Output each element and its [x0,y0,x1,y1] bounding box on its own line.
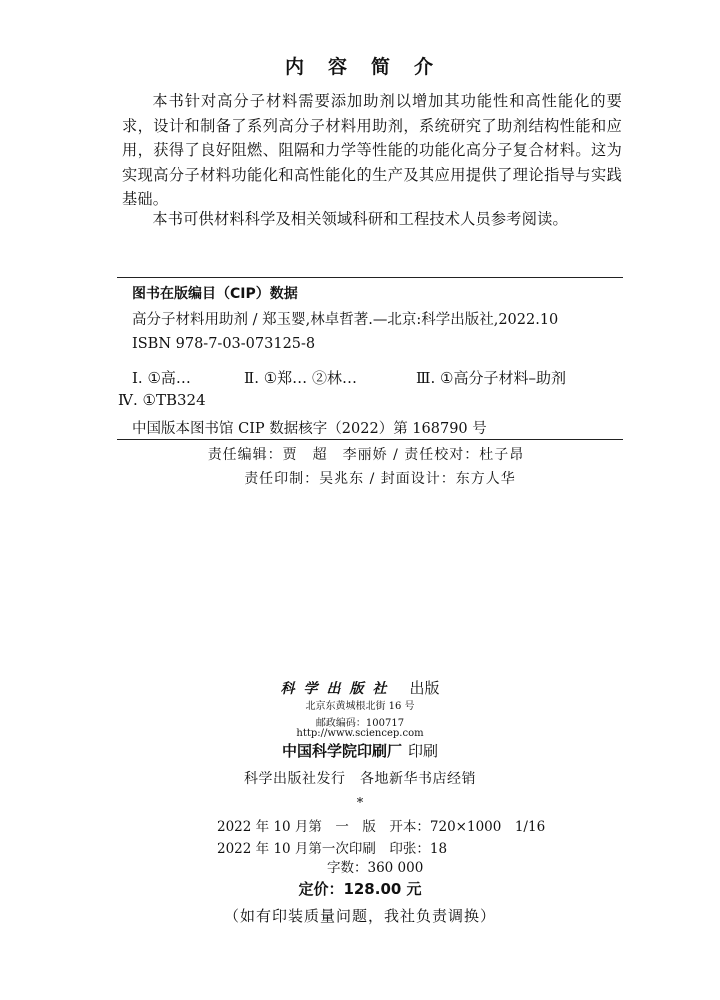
summary-title [0,52,720,79]
printer-name: 中国科学院印刷厂 [281,742,402,760]
separator-star: * [356,796,364,811]
distribution-line: 科学出版社发行 各地新华书店经销 [244,771,476,787]
cip-top-rule [117,277,623,278]
cip-title-line: 高分子材料用助剂 / 郑玉婴,林卓哲著.—北京:科学出版社,2022.10 [132,312,559,328]
audience-paragraph: 本书可供材料科学及相关领域科研和工程技术人员参考阅读。 [152,210,568,228]
price: 定价：128.00 元 [298,880,422,898]
editors-line: 责任编辑：贾 超 李丽娇 / 责任校对：杜子昂 [207,447,525,463]
cip-record-number: 中国版本图书馆 CIP 数据核字（2022）第 168790 号 [132,421,487,437]
cip-classification-line2: Ⅳ. ①TB324 [118,391,206,409]
summary-paragraph: 本书针对高分子材料需要添加助剂以增加其功能性和高性能化的要求，设计和制备了系列高分子材料用助剂，系统研究了助剂结构性能和应用，获得了良好阻燃、阻隔和力学等性能的功能化高分子复合材料。这为实现高分子材料功能化和高性能化的生产及其应用提供了理论指导与实践基础。 [122,92,622,208]
cip-class-segment: Ⅰ. ①高… [132,369,191,387]
word-count: 字数：360 000 [327,860,424,876]
title-char: 简 [371,56,393,78]
publisher-suffix: 出版 [409,679,440,697]
publisher-postcode: 邮政编码：100717 [315,718,405,729]
publisher-line [0,677,720,698]
cip-isbn: ISBN 978-7-03-073125-8 [132,336,316,352]
title-char: 内 [284,56,306,78]
printing-line: 2022 年 10 月第一次印刷 印张：18 [217,841,448,857]
title-char: 容 [327,56,349,78]
quality-notice: （如有印装质量问题，我社负责调换） [223,907,496,925]
printer-suffix: 印刷 [408,742,439,760]
cip-heading: 图书在版编目（CIP）数据 [132,286,298,302]
publisher-logo: 科学出版社 [280,681,396,697]
cip-bottom-rule [117,439,623,440]
cip-class-segment: Ⅱ. ①郑… ②林… [244,369,357,387]
printer-line [0,740,720,761]
publisher-url: http://www.sciencep.com [296,728,424,739]
title-char: 介 [414,56,436,78]
publisher-address: 北京东黄城根北街 16 号 [305,701,415,712]
production-line: 责任印制：吴兆东 / 封面设计：东方人华 [244,471,516,487]
edition-line: 2022 年 10 月第 一 版 开本：720×1000 1/16 [217,819,546,835]
cip-class-segment: Ⅲ. ①高分子材料–助剂 [416,369,566,387]
